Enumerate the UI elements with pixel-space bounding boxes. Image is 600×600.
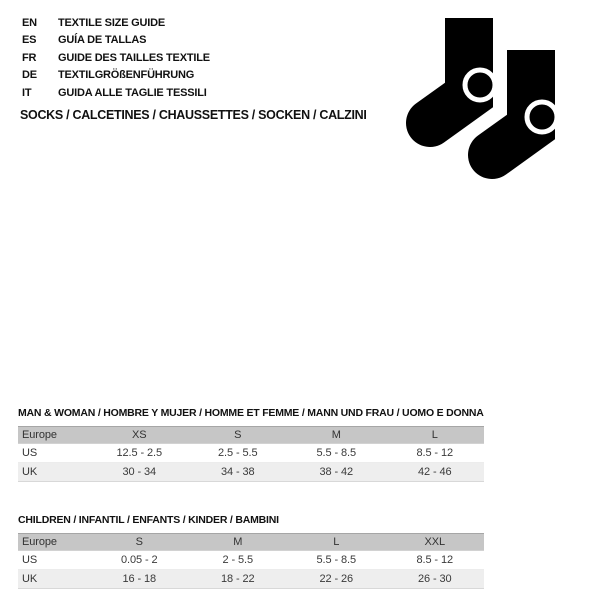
size-value: 38 - 42	[319, 466, 354, 478]
table-row-us	[18, 551, 484, 570]
size-value: 0.05 - 2	[120, 554, 158, 566]
language-code: ES	[22, 34, 37, 47]
header-cell-size: XS	[132, 429, 147, 441]
language-row-en	[22, 14, 210, 32]
header-cell-region: Europe	[22, 536, 57, 548]
row-label: UK	[22, 466, 38, 478]
header-cell-size: M	[233, 536, 243, 548]
size-value: 8.5 - 12	[416, 554, 453, 566]
header-cell-size: M	[331, 429, 341, 441]
row-label: US	[22, 447, 38, 459]
row-label: UK	[22, 573, 38, 585]
header-cell-size: S	[234, 429, 242, 441]
size-value: 2 - 5.5	[222, 554, 253, 566]
table-title-man-woman: MAN & WOMAN / HOMBRE Y MUJER / HOMME ET FEMME / MANN UND FRAU / UOMO E DONNA	[18, 407, 484, 419]
table-section-man-woman	[18, 406, 484, 482]
size-value: 42 - 46	[417, 466, 452, 478]
size-table-children	[18, 533, 484, 589]
header-cell-size: L	[431, 429, 438, 441]
language-code: FR	[22, 51, 37, 64]
size-value: 26 - 30	[417, 573, 452, 585]
language-label: TEXTILE SIZE GUIDE	[58, 16, 166, 29]
category-heading: SOCKS / CALCETINES / CHAUSSETTES / SOCKEN / CALZINI	[20, 108, 367, 122]
table-row-uk	[18, 463, 484, 482]
language-label: GUÍA DE TALLAS	[58, 34, 147, 47]
size-value: 34 - 38	[220, 466, 255, 478]
language-row-fr	[22, 49, 210, 67]
table-section-children	[18, 513, 484, 589]
language-code: EN	[22, 16, 37, 29]
language-label: GUIDA ALLE TAGLIE TESSILI	[58, 86, 207, 99]
size-table-man-woman	[18, 426, 484, 482]
size-value: 22 - 26	[319, 573, 354, 585]
size-value: 16 - 18	[122, 573, 157, 585]
size-value: 2.5 - 5.5	[218, 447, 258, 459]
language-label: TEXTILGRÖßENFÜHRUNG	[58, 69, 195, 82]
language-code: DE	[22, 69, 37, 82]
table-row-us	[18, 444, 484, 463]
size-value: 18 - 22	[220, 573, 255, 585]
row-label: US	[22, 554, 38, 566]
table-header-row	[18, 533, 484, 551]
header-cell-region: Europe	[22, 429, 57, 441]
header-cell-size: S	[135, 536, 143, 548]
header-cell-size: XXL	[424, 536, 445, 548]
size-value: 5.5 - 8.5	[316, 447, 356, 459]
language-row-es	[22, 32, 210, 50]
size-value: 12.5 - 2.5	[116, 447, 162, 459]
size-value: 30 - 34	[122, 466, 157, 478]
size-value: 8.5 - 12	[416, 447, 453, 459]
header-cell-size: L	[333, 536, 340, 548]
socks-icon	[400, 8, 570, 183]
language-row-it	[22, 84, 210, 102]
table-title-children: CHILDREN / INFANTIL / ENFANTS / KINDER / BAMBINI	[18, 514, 279, 526]
language-list	[22, 14, 210, 102]
language-label: GUIDE DES TAILLES TEXTILE	[58, 51, 210, 64]
language-row-de	[22, 67, 210, 85]
table-header-row	[18, 426, 484, 444]
size-value: 5.5 - 8.5	[316, 554, 356, 566]
sock-left-shape	[406, 18, 493, 147]
language-code: IT	[22, 86, 32, 99]
table-row-uk	[18, 570, 484, 589]
